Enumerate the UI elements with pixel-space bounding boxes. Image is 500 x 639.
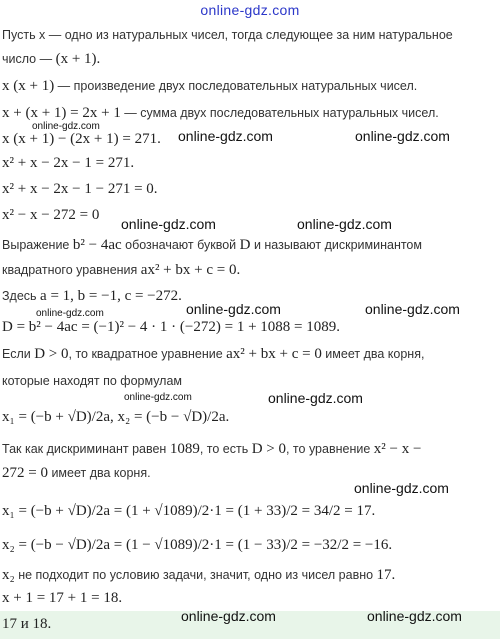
line-14: которые находят по формулам xyxy=(2,374,183,388)
watermark: online-gdz.com xyxy=(268,390,363,406)
line-16-d: D > 0 xyxy=(251,441,286,457)
line-18: x₁ = (−b + √D)/2a = (1 + √1089)/2·1 = (1 + 33)/2 = 34/2 = 17. xyxy=(2,503,376,519)
watermark-small: online-gdz.com xyxy=(32,121,100,132)
line-2-math: (x + 1). xyxy=(55,51,101,67)
answer-text: 17 и 18. xyxy=(2,616,52,632)
line-7: x² + x − 2x − 1 − 271 = 0. xyxy=(2,181,158,197)
line-4-text: — сумма двух последовательных натуральных чисел. xyxy=(120,106,439,120)
line-5: x (x + 1) − (2x + 1) = 271. xyxy=(2,131,161,147)
line-9-b: b² − 4ac xyxy=(72,237,122,253)
line-17-a: 272 = 0 xyxy=(2,465,48,481)
line-2-text: число — xyxy=(2,52,56,66)
line-4 xyxy=(2,104,439,122)
line-4-math: x + (x + 1) = 2x + 1 xyxy=(2,105,121,121)
line-13-d: ax² + bx + c = 0 xyxy=(226,346,322,362)
line-13-c: , то квадратное уравнение xyxy=(68,347,227,361)
line-9-e: и называют дискриминантом xyxy=(250,238,422,252)
watermark-small: online-gdz.com xyxy=(36,308,104,319)
watermark: online-gdz.com xyxy=(355,128,450,144)
line-20-a: x₂ xyxy=(2,567,15,583)
line-6: x² + x − 2x − 1 = 271. xyxy=(2,155,135,171)
line-12: D = b² − 4ac = (−1)² − 4 · 1 · (−272) = 1 + 1088 = 1089. xyxy=(2,319,340,335)
watermark: online-gdz.com xyxy=(367,608,462,624)
line-1-text: Пусть x — одно из натуральных чисел, тогда следующее за ним натуральное xyxy=(2,28,453,42)
watermark: online-gdz.com xyxy=(297,216,392,232)
watermark: online-gdz.com xyxy=(178,128,273,144)
line-16-e: , то уравнение xyxy=(285,442,374,456)
watermark: online-gdz.com xyxy=(354,480,449,496)
line-13-b: D > 0 xyxy=(34,346,69,362)
line-16-a: Так как дискриминант равен xyxy=(2,442,170,456)
line-20-c: 17. xyxy=(376,567,396,583)
line-17-b: имеет два корня. xyxy=(47,466,151,480)
watermark: online-gdz.com xyxy=(121,216,216,232)
watermark: online-gdz.com xyxy=(365,301,460,317)
line-13-a: Если xyxy=(2,347,35,361)
line-10 xyxy=(2,261,240,279)
line-11 xyxy=(2,287,182,305)
line-3-text: — произведение двух последовательных натуральных чисел. xyxy=(54,79,418,93)
line-20 xyxy=(2,566,395,584)
line-9 xyxy=(2,236,422,254)
line-16-c: , то есть xyxy=(199,442,252,456)
line-10-b: ax² + bx + c = 0. xyxy=(140,262,241,278)
line-19: x₂ = (−b − √D)/2a = (1 − √1089)/2·1 = (1 − 33)/2 = −32/2 = −16. xyxy=(2,537,393,553)
line-13-e: имеет два корня, xyxy=(321,347,425,361)
watermark-top[interactable]: online-gdz.com xyxy=(200,2,300,18)
line-20-b: не подходит по условию задачи, значит, одно из чисел равно xyxy=(14,568,377,582)
line-17 xyxy=(2,464,151,482)
line-11-a: Здесь xyxy=(2,289,41,303)
line-9-d: D xyxy=(239,237,251,253)
watermark-small: online-gdz.com xyxy=(124,392,192,403)
watermark: online-gdz.com xyxy=(186,301,281,317)
line-3 xyxy=(2,77,417,95)
line-15: x₁ = (−b + √D)/2a, x₂ = (−b − √D)/2a. xyxy=(2,409,230,425)
line-9-a: Выражение xyxy=(2,238,73,252)
line-11-b: a = 1, b = −1, c = −272. xyxy=(40,288,182,304)
line-1 xyxy=(2,26,453,44)
line-9-c: обозначают буквой xyxy=(121,238,240,252)
line-16-b: 1089 xyxy=(169,441,200,457)
line-3-math: x (x + 1) xyxy=(2,78,55,94)
line-16 xyxy=(2,440,421,458)
line-16-f: x² − x − xyxy=(373,441,422,457)
line-2 xyxy=(2,50,100,68)
watermark: online-gdz.com xyxy=(181,608,276,624)
line-13 xyxy=(2,345,424,363)
line-10-a: квадратного уравнения xyxy=(2,263,141,277)
line-8: x² − x − 272 = 0 xyxy=(2,207,100,223)
line-21: x + 1 = 17 + 1 = 18. xyxy=(2,590,123,606)
